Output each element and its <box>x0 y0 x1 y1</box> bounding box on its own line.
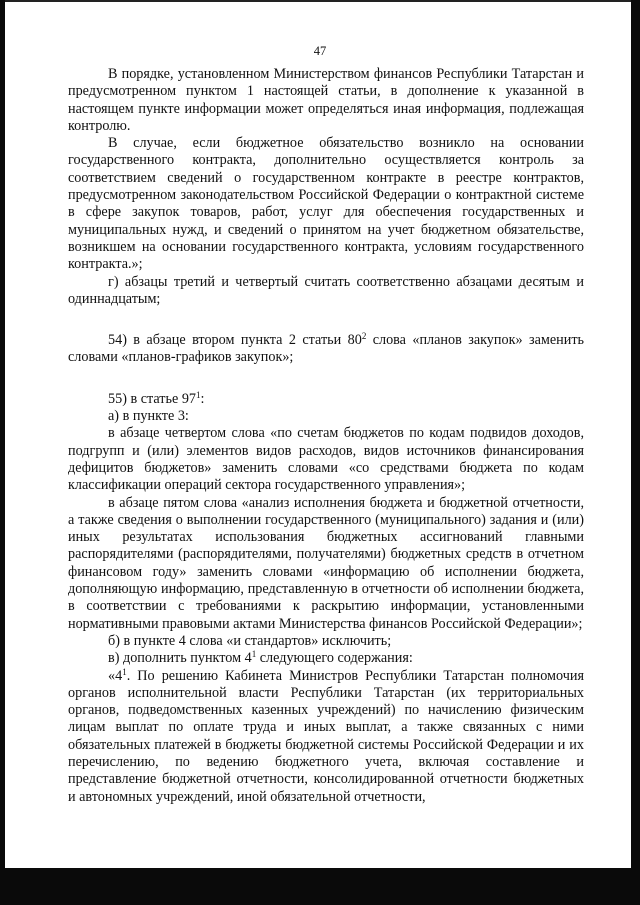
paragraph: в) дополнить пунктом $4^1$ следующего содержания: <box>108 649 413 667</box>
scan-bottom-edge <box>0 868 640 905</box>
paragraph: в абзаце четвертом слова «по счетам бюджетов по кодам подвидов доходов, подгрупп и (или) элементов видов расходов, видов источников финансирования дефицитов бюджетов» заменить словами «со средствами бюджета по кодам классификации операций сектора государственного управления»; <box>68 425 584 494</box>
scan-right-edge <box>628 0 640 905</box>
document-body <box>68 66 584 806</box>
paragraph: а) в пункте 3: <box>108 408 189 425</box>
scan-left-edge <box>0 0 8 905</box>
paragraph: В порядке, установленном Министерством финансов Республики Татарстан и предусмотренном пунктом 1 настоящей статьи, в дополнение к указанной в настоящем пункте информации может определяться иная информация, подлежащая контролю. <box>68 66 584 134</box>
paragraph: в абзаце пятом слова «анализ исполнения бюджета и бюджетной отчетности, а также сведения о выполнении государственного (муниципального) задания и (или) иных результатах использования бюджетных ассигнований главными распорядителями (распорядителями, получателями) бюджетных средств в отчетном финансовом году» заменить словами «информацию об исполнении бюджета, дополняющую информацию, представленную в отчетности об исполнении бюджета, в соответствии с требованиями к раскрытию информации, установленными нормативными правовыми актами Министерства финансов Российской Федерации»; <box>68 494 584 632</box>
paragraph: г) абзацы третий и четвертый считать соответственно абзацами десятым и одиннадцатым; <box>68 273 584 307</box>
paragraph: В случае, если бюджетное обязательство возникло на основании государственного контракта, дополнительно осуществляется контроль за соответствием сведений о государственном контракте в реестре контрактов, предусмотренном законодательством Российской Федерации о контрактной системе в сфере закупок товаров, работ, услуг для обеспечения государственных и муниципальных нужд, и сведений о принятом на учет бюджетном обязательстве, возникшем на основании государственного контракта, условиям государственного контракта.»; <box>68 135 584 273</box>
paragraph: «$4^1$. По решению Кабинета Министров Республики Татарстан полномочия органов исполнительной власти Республики Татарстан (их территориальных органов, подведомственных казенных учреждений) по начислению физическим лицам выплат по оплате труда и иных выплат, а также связанных с ними обязательных платежей в бюджеты бюджетной системы Российской Федерации и их перечислению, по ведению бюджетного учета, включая составление и представление бюджетной отчетности, консолидированной отчетности бюджетных и автономных учреждений, иной обязательной отчетности, <box>68 666 584 805</box>
paragraph-item-55: 55) в статье $97^1$: <box>108 389 205 407</box>
paragraph-item-54: 54) в абзаце втором пункта 2 статьи $80^2$ слова «планов закупок» заменить словами «планов-графиков закупок»; <box>68 331 584 366</box>
scan-top-edge <box>0 0 640 6</box>
paragraph: б) в пункте 4 слова «и стандартов» исключить; <box>108 632 392 649</box>
page-number: 47 <box>313 44 327 58</box>
